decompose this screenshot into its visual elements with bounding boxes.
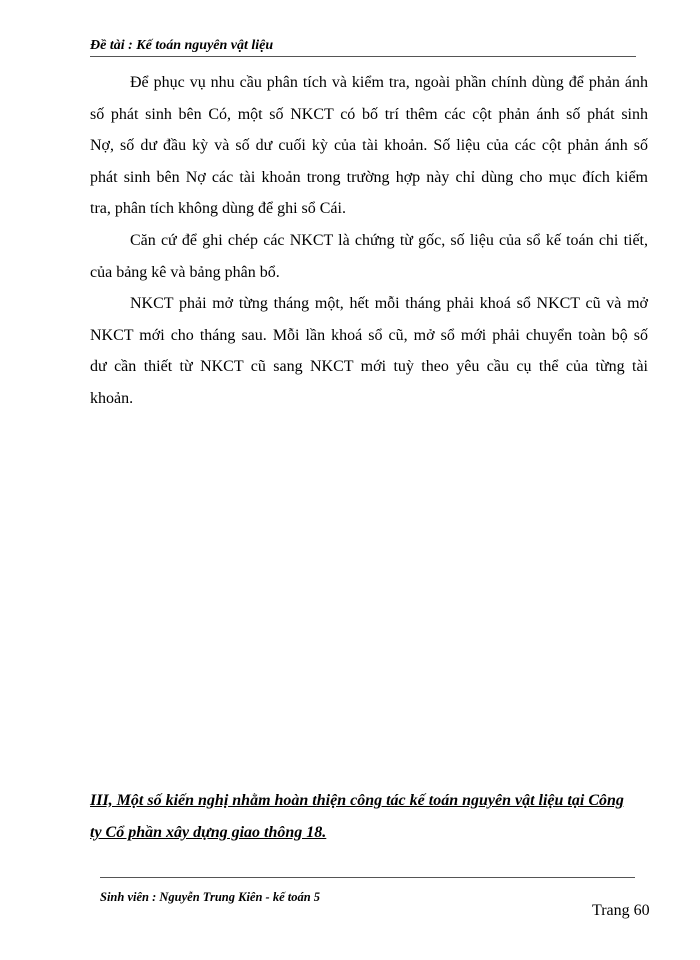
body-text bbox=[90, 67, 648, 415]
text-line: NKCT mới cho tháng sau. Mỗi lần khoá sổ cũ, mở sổ mới phải chuyển toàn bộ số bbox=[90, 326, 648, 344]
text-line: Để phục vụ nhu cầu phân tích và kiểm tra, ngoài phần chính dùng để phản ánh bbox=[130, 74, 648, 91]
heading-line: III, Một số kiến nghị nhằm hoàn thiện công tác kế toán nguyên vật liệu tại Công bbox=[90, 792, 624, 809]
paragraph-3 bbox=[90, 288, 648, 414]
section-heading bbox=[90, 785, 655, 849]
footer-divider bbox=[100, 877, 635, 878]
paragraph-1 bbox=[90, 67, 648, 225]
text-line: tra, phân tích không dùng để ghi sổ Cái. bbox=[90, 200, 346, 218]
page-header: Đề tài : Kế toán nguyên vật liệu bbox=[90, 38, 636, 57]
text-line: Căn cứ để ghi chép các NKCT là chứng từ gốc, số liệu của sổ kế toán chi tiết, bbox=[130, 231, 648, 249]
text-line: của bảng kê và bảng phân bổ. bbox=[90, 263, 280, 281]
text-line: số phát sinh bên Có, một số NKCT có bố trí thêm các cột phản ánh số phát sinh bbox=[90, 105, 648, 123]
text-line: Nợ, số dư đầu kỳ và số dư cuối kỳ của tài khoản. Số liệu của các cột phản ánh số bbox=[90, 137, 648, 155]
paragraph-2 bbox=[90, 225, 648, 288]
text-line: NKCT phải mở từng tháng một, hết mỗi tháng phải khoá sổ NKCT cũ và mở bbox=[130, 295, 648, 313]
text-line: dư cần thiết từ NKCT cũ sang NKCT mới tuỳ theo yêu cầu cụ thể của từng tài bbox=[90, 358, 648, 376]
heading-line: ty Cổ phần xây dựng giao thông 18. bbox=[90, 824, 327, 841]
footer-student: Sinh viên : Nguyễn Trung Kiên - kế toán 5 bbox=[100, 890, 321, 904]
text-line: khoản. bbox=[90, 389, 134, 407]
text-line: phát sinh bên Nợ các tài khoản trong trường hợp này chỉ dùng cho mục đích kiểm bbox=[90, 168, 648, 186]
page-number: Trang 60 bbox=[592, 902, 650, 919]
